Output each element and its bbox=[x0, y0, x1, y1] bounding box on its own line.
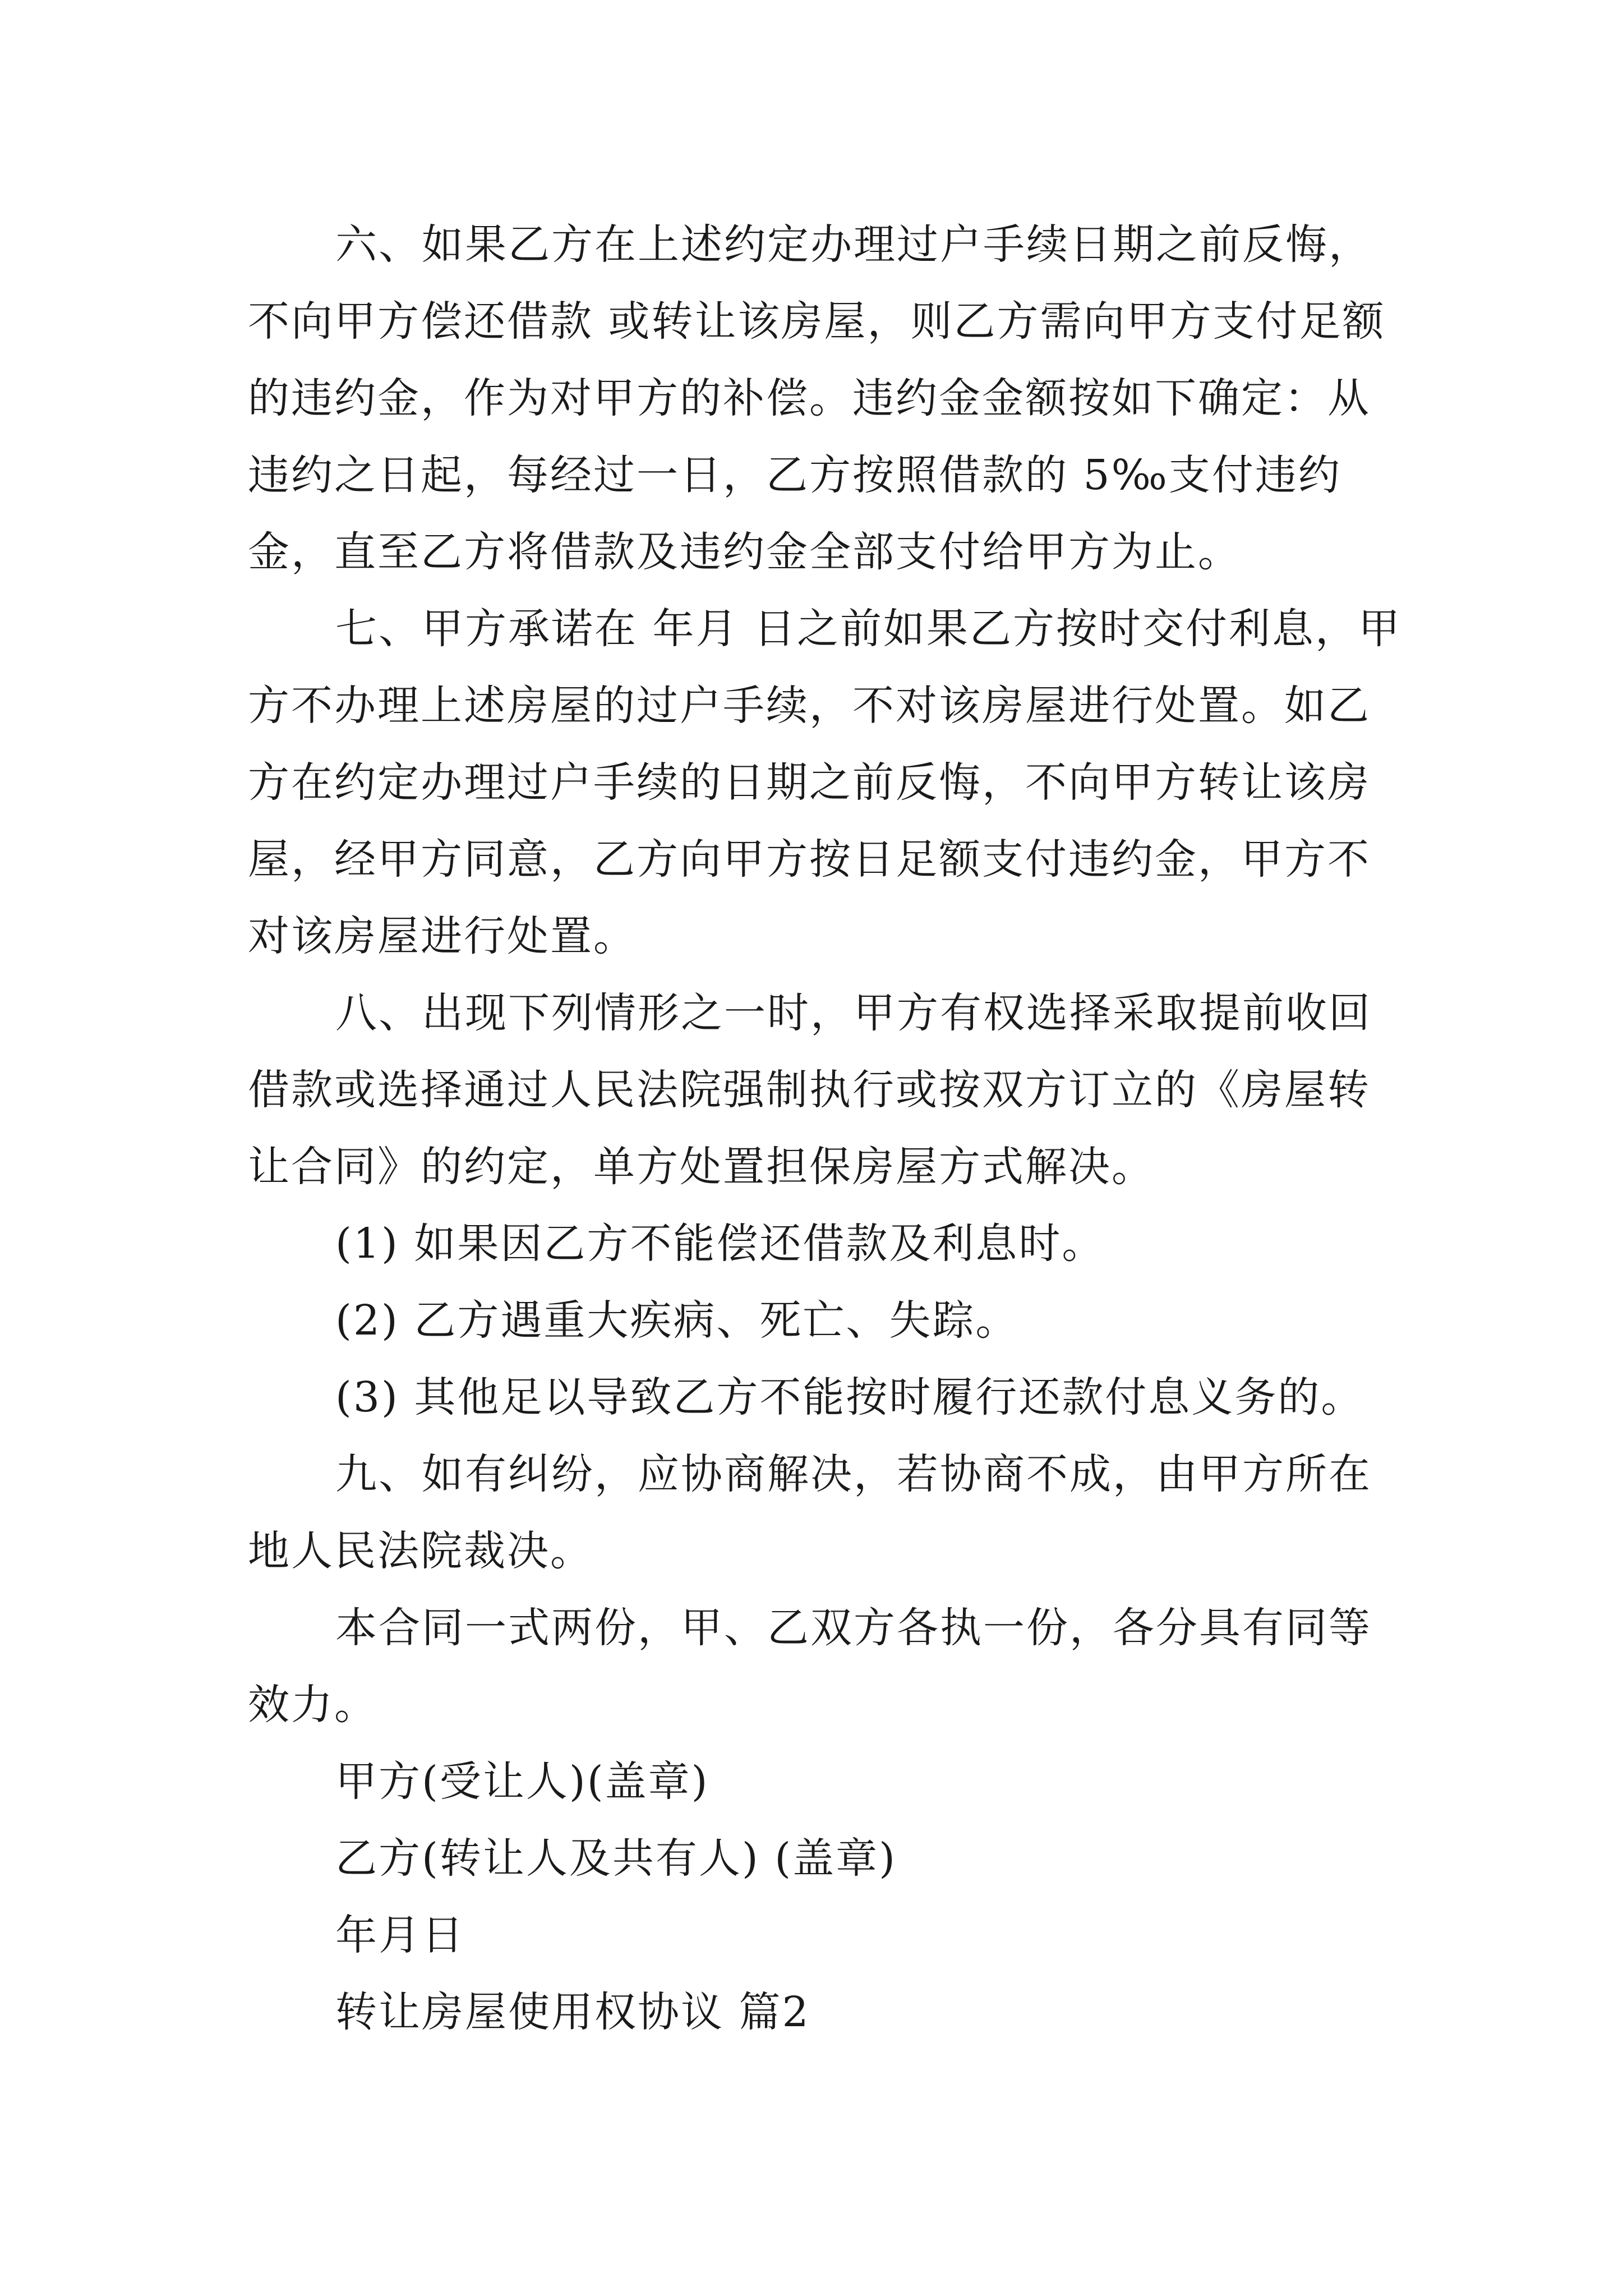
copies-statement: 本合同一式两份，甲、乙双方各执一份，各分具有同等效力。 bbox=[248, 1604, 1372, 1729]
clause-eight-item-3: (3) 其他足以导致乙方不能按时履行还款付息义务的。 bbox=[335, 1373, 1364, 1421]
date-line: 年月日 bbox=[335, 1911, 465, 1959]
document-body bbox=[248, 206, 1403, 2051]
next-section-title: 转让房屋使用权协议 篇2 bbox=[335, 1988, 810, 2036]
party-b-signature-line: 乙方(转让人及共有人) (盖章) bbox=[335, 1834, 897, 1883]
clause-eight-item-2: (2) 乙方遇重大疾病、死亡、失踪。 bbox=[335, 1296, 1019, 1345]
clause-seven: 七、甲方承诺在 年月 日之前如果乙方按时交付利息，甲方不办理上述房屋的过户手续，不对该房屋进行处置。如乙方在约定办理过户手续的日期之前反悔，不向甲方转让该房屋，经甲方同意，乙方向甲方按日足额支付违约金，甲方不对该房屋进行处置。 bbox=[248, 605, 1402, 960]
clause-eight-item-1: (1) 如果因乙方不能偿还借款及利息时。 bbox=[335, 1220, 1105, 1268]
clause-eight: 八、出现下列情形之一时，甲方有权选择采取提前收回借款或选择通过人民法院强制执行或按双方订立的《房屋转让合同》的约定，单方处置担保房屋方式解决。 bbox=[248, 989, 1372, 1191]
clause-six: 六、如果乙方在上述约定办理过户手续日期之前反悔，不向甲方偿还借款 或转让该房屋，则乙方需向甲方支付足额的违约金，作为对甲方的补偿。违约金金额按如下确定：从违约之日起，每经过一日，乙方按照借款的 5‰支付违约金，直至乙方将借款及违约金全部支付给甲方为止。 bbox=[248, 220, 1386, 576]
clause-nine: 九、如有纠纷，应协商解决，若协商不成，由甲方所在地人民法院裁决。 bbox=[248, 1450, 1372, 1575]
party-a-signature-line: 甲方(受让人)(盖章) bbox=[335, 1757, 709, 1806]
